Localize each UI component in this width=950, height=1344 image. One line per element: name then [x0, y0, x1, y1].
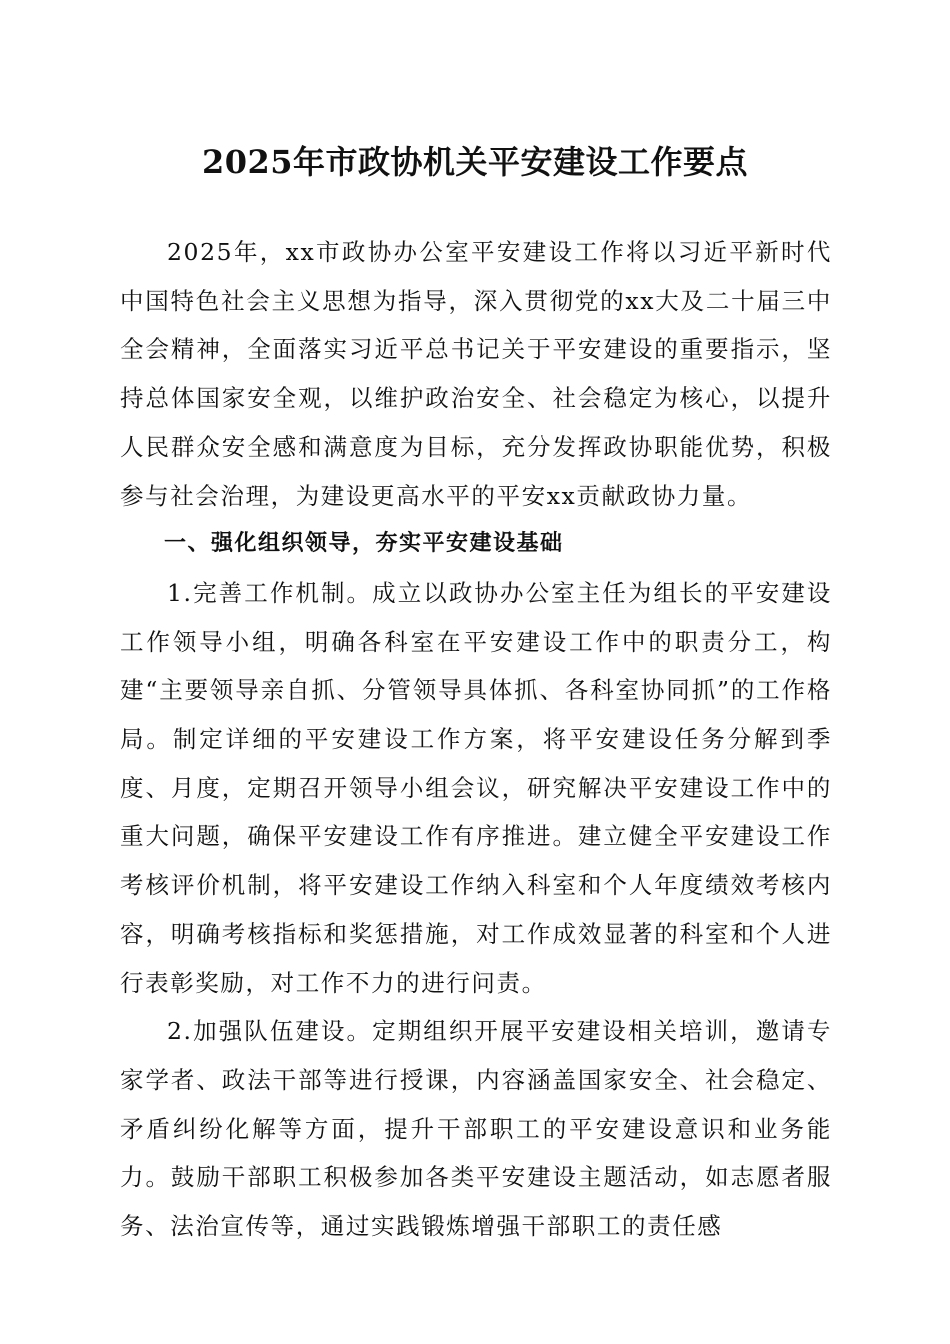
intro-paragraph: 2025年，xx市政协办公室平安建设工作将以习近平新时代中国特色社会主义思想为指导，深入贯彻党的xx大及二十届三中全会精神，全面落实习近平总书记关于平安建设的重要指示，坚持总体国家安全观，以维护政治安全、社会稳定为核心，以提升人民群众安全感和满意度为目标，充分发挥政协职能优势，积极参与社会治理，为建设更高水平的平安xx贡献政协力量。: [120, 238, 832, 510]
document-body: [120, 228, 832, 1251]
section-heading: 一、强化组织领导，夯实平安建设基础: [164, 531, 564, 557]
body-paragraph: 2.加强队伍建设。定期组织开展平安建设相关培训，邀请专家学者、政法干部等进行授课，内容涵盖国家安全、社会稳定、矛盾纠纷化解等方面，提升干部职工的平安建设意识和业务能力。鼓励干部职工积极参加各类平安建设主题活动，如志愿者服务、法治宣传等，通过实践锻炼增强干部职工的责任感: [120, 1017, 832, 1241]
document-title: 2025年市政协机关平安建设工作要点: [201, 143, 749, 181]
body-paragraph: 1.完善工作机制。成立以政协办公室主任为组长的平安建设工作领导小组，明确各科室在平安建设工作中的职责分工，构建“主要领导亲自抓、分管领导具体抓、各科室协同抓”的工作格局。制定详细的平安建设工作方案，将平安建设任务分解到季度、月度，定期召开领导小组会议，研究解决平安建设工作中的重大问题，确保平安建设工作有序推进。建立健全平安建设工作考核评价机制，将平安建设工作纳入科室和个人年度绩效考核内容，明确考核指标和奖惩措施，对工作成效显著的科室和个人进行表彰奖励，对工作不力的进行问责。: [120, 578, 832, 997]
